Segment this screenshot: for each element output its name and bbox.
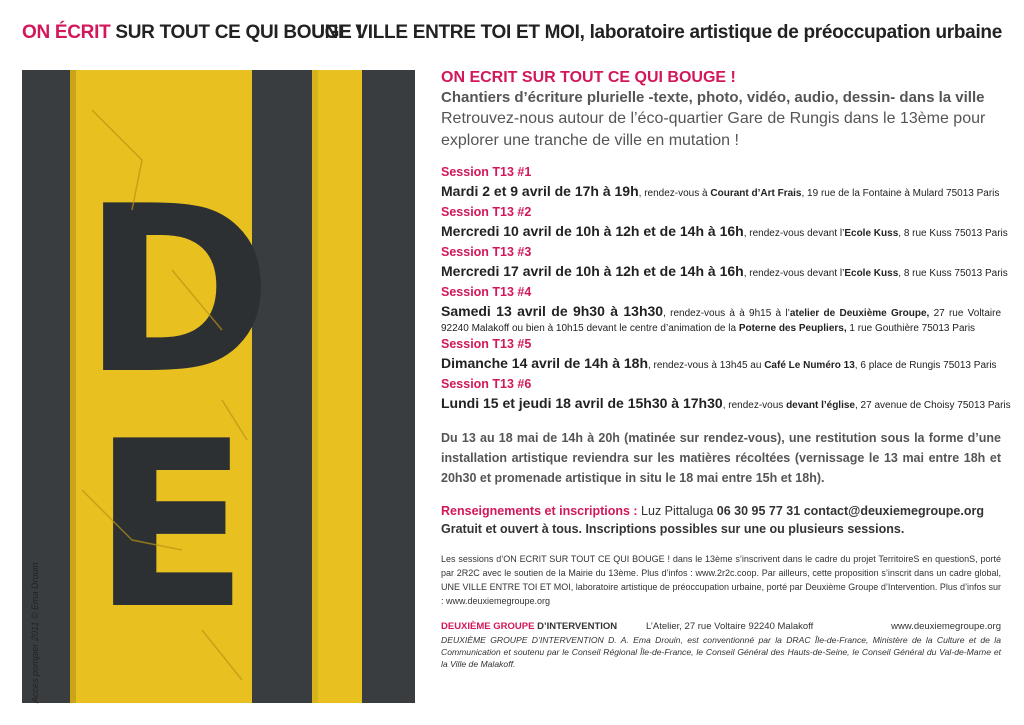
page-header [22,22,1002,52]
road-letter-e: E [92,393,250,660]
session-details [441,301,1001,336]
session-label: Session T13 #2 [441,205,532,219]
header-left-accent: ON ÉCRIT [22,22,111,43]
session-address: , 8 rue Kuss 75013 Paris [898,228,1008,239]
footer-address: L’Atelier, 27 rue Voltaire 92240 Malakoff [646,621,814,632]
session-details [441,261,1008,284]
session-text: , rendez-vous à à 9h15 à l’ [663,308,790,319]
free-entry-text: Gratuit et ouvert à tous. Inscriptions possibles sur une ou plusieurs sessions. [441,522,905,536]
contact-email[interactable]: contact@deuxiemegroupe.org [800,504,984,518]
session-address: , 19 rue de la Fontaine à Mulard 75013 Paris [801,188,1000,199]
session-label: Session T13 #1 [441,165,532,179]
restitution-paragraph: Du 13 au 18 mai de 14h à 20h (matinée sur rendez-vous), une restitution sous la forme d’une installation artistique reviendra sur les matières récoltées (vernissage le 13 mai entre 18h et 20h30 et promenade artistique in situ le 18 mai entre 15h et 18h). [441,431,1001,485]
session-text: , rendez-vous à 13h45 au [648,360,765,371]
session-place: devant l’église [786,400,855,411]
footer-org-name [441,620,646,634]
session-place: Ecole Kuss [844,268,899,279]
session-text: , rendez-vous [722,400,787,411]
project-note: Les sessions d’ON ECRIT SUR TOUT CE QUI BOUGE ! dans le 13ème s’inscrivent dans le cadre du projet TerritoireS en questionS, porté par 2R2C avec le soutien de la Mairie du 13ème. Plus d’infos : www.2r2c.coop. Par ailleurs, cette proposition s’inscrit dans un cadre global, UNE VILLE ENTRE TOI ET MOI, laboratoire artistique de préoccupation urbaine, porté par Deuxième Groupe d’Intervention. Plus d’infos sur : www.deuxiemegroupe.org [441,554,1001,606]
session-label: Session T13 #3 [441,245,532,259]
session-list [441,164,1011,416]
road-marking-photo [22,70,415,703]
session-date: Lundi 15 et jeudi 18 avril de 15h30 à 17h30 [441,395,723,411]
session-address: 27 rue Voltaire 92240 Malakoff ou bien à 10h15 devant le centre d’animation de la [441,308,1002,334]
photo-credit-text: Accès pompier 2011 © Ema Drouin [30,562,40,703]
main-content [441,68,1011,670]
road-marking-illustration [22,70,415,703]
session-date: Mercredi 10 avril de 10h à 12h et de 14h à 16h [441,223,744,239]
footer-org-rest: D’INTERVENTION [534,621,618,632]
session-text: , rendez-vous devant l’ [743,228,845,239]
contact-block [441,502,1001,538]
road-letter-d: D [82,158,273,425]
session-details [441,353,1001,376]
session-place: Café Le Numéro 13 [764,360,855,371]
photo-credit [22,560,42,703]
header-left-rest: SUR TOUT CE QUI BOUGE ! [110,22,363,43]
footer-org-line [441,620,1001,634]
session-details [441,221,1008,244]
session-address: , 6 place de Rungis 75013 Paris [854,360,997,371]
session-place-secondary: Poterne des Peupliers, [738,323,847,334]
session-label: Session T13 #4 [441,285,532,299]
session-place: atelier de Deuxième Groupe, [789,308,930,319]
event-lead: Chantiers d’écriture plurielle -texte, photo, vidéo, audio, dessin- dans la ville [441,89,985,106]
session-label: Session T13 #6 [441,377,532,391]
session-place: Ecole Kuss [844,228,899,239]
session-details [441,181,1001,204]
session-date: Mardi 2 et 9 avril de 17h à 19h [441,183,639,199]
event-title: ON ECRIT SUR TOUT CE QUI BOUGE ! [441,69,736,86]
session-text: , rendez-vous devant l’ [743,268,845,279]
event-intro: Retrouvez-nous autour de l’éco-quartier Gare de Rungis dans le 13ème pour explorer une tranche de ville en mutation ! [441,110,986,149]
contact-phone[interactable]: 06 30 95 77 31 [716,504,801,518]
session-details [441,393,1011,416]
footer-website-link[interactable]: www.deuxiemegroupe.org [891,621,1001,632]
session-date: Mercredi 17 avril de 10h à 12h et de 14h à 16h [441,263,744,279]
session-date: Dimanche 14 avril de 14h à 18h [441,355,648,371]
session-address-secondary: 1 rue Gouthière 75013 Paris [846,323,976,334]
contact-label: Renseignements et inscriptions : [441,504,638,518]
header-right-title: UNE VILLE ENTRE TOI ET MOI, laboratoire artistique de préoccupation urbaine [311,22,1002,43]
footer-org-accent: DEUXIÈME GROUPE [441,621,535,632]
contact-name: Luz Pittaluga [637,504,717,518]
session-address: , 27 avenue de Choisy 75013 Paris [854,400,1011,411]
session-date: Samedi 13 avril de 9h30 à 13h30 [441,303,664,319]
footer-funding-text: DEUXIÈME GROUPE D’INTERVENTION D. A. Ema Drouin, est conventionné par la DRAC Île-de-France, Ministère de la Culture et de la Communication et soutenu par le Conseil Régional Île-de-France, le Conseil Général des Hauts-de-Seine, le Conseil Général du Val-de-Marne et la Ville de Malakoff. [441,635,1001,669]
session-place: Courant d’Art Frais [710,188,802,199]
session-label: Session T13 #5 [441,337,532,351]
session-text: , rendez-vous à [638,188,711,199]
session-address: , 8 rue Kuss 75013 Paris [898,268,1008,279]
